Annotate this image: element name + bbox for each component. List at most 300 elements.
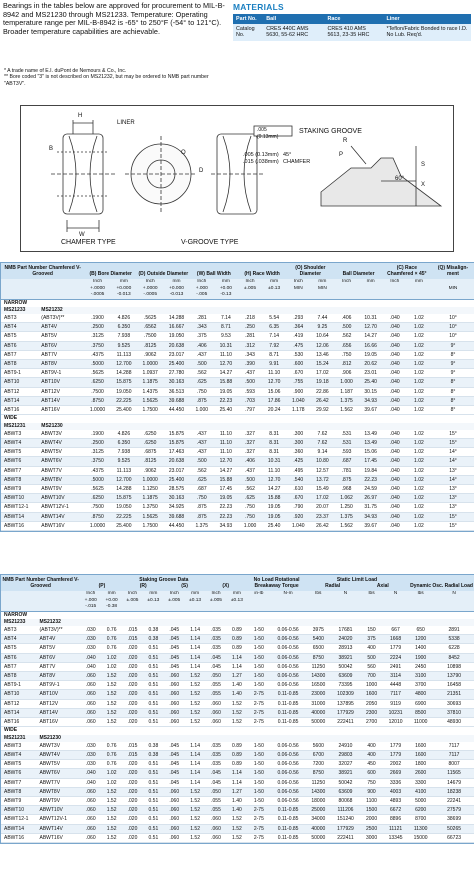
value-cell: .425 bbox=[286, 457, 310, 466]
header-misalignment: (Q) Misalign- ment bbox=[431, 263, 474, 279]
value-cell: .437 bbox=[238, 466, 262, 475]
value-cell: 15.88 bbox=[262, 494, 286, 503]
value-cell: 48930 bbox=[433, 718, 474, 727]
value-cell: .035 bbox=[206, 626, 227, 635]
materials-table bbox=[233, 14, 471, 41]
unit-cell: Inch bbox=[238, 279, 262, 286]
value-cell: .040 bbox=[383, 503, 407, 512]
value-cell: .875 bbox=[190, 503, 214, 512]
value-cell: 15.49 bbox=[310, 484, 334, 493]
value-cell: 23.37 bbox=[310, 512, 334, 521]
value-cell: 0.51 bbox=[143, 778, 164, 787]
value-cell: 30693 bbox=[433, 699, 474, 708]
value-cell: 1.40 bbox=[226, 796, 247, 805]
unit-cell: ±0.13 bbox=[226, 598, 247, 605]
value-cell: 5400 bbox=[306, 635, 331, 644]
value-cell: 2-75 bbox=[247, 806, 270, 815]
value-cell: 14300 bbox=[306, 787, 331, 796]
value-cell: 0.51 bbox=[143, 833, 164, 842]
value-cell: 26.97 bbox=[359, 494, 383, 503]
value-cell: 0.51 bbox=[143, 653, 164, 662]
chamfered-part-cell: ABT7 bbox=[1, 662, 36, 671]
value-cell: 18000 bbox=[306, 796, 331, 805]
value-cell: .5625 bbox=[84, 484, 110, 493]
value-cell: 23.017 bbox=[163, 466, 189, 475]
ms-chamfered: MS21231 bbox=[1, 423, 38, 430]
value-cell: .040 bbox=[383, 430, 407, 439]
value-cell: 1.52 bbox=[101, 833, 122, 842]
value-cell: 10° bbox=[431, 314, 474, 323]
value-cell: 1.52 bbox=[185, 690, 206, 699]
value-cell: 4800 bbox=[408, 690, 433, 699]
chamfer-word-label: CHAMFER bbox=[283, 159, 311, 165]
value-cell: 1.02 bbox=[407, 430, 431, 439]
deg45-label: 45° bbox=[283, 152, 292, 158]
value-cell: 0.51 bbox=[143, 787, 164, 796]
value-cell: 2224 bbox=[383, 653, 408, 662]
value-cell: 25000 bbox=[306, 806, 331, 815]
value-cell: 0.51 bbox=[143, 718, 164, 727]
unit-cell bbox=[360, 604, 383, 611]
header-r: (R) bbox=[139, 583, 147, 589]
value-cell: 29803 bbox=[331, 750, 360, 759]
value-cell: .035 bbox=[206, 742, 227, 751]
ms-vgrooved: MS21232 bbox=[38, 307, 474, 314]
value-cell: 1.52 bbox=[101, 815, 122, 824]
value-cell: .495 bbox=[286, 466, 310, 475]
unit-cell: in-lb bbox=[247, 591, 270, 598]
value-cell: 0.51 bbox=[143, 824, 164, 833]
value-cell: 1.4375 bbox=[137, 387, 163, 396]
unit-cell: +.0000 bbox=[84, 286, 110, 293]
footnote-teflon: * A trade name of E.I. duPont de Nemours & Co., Inc. bbox=[4, 68, 127, 74]
value-cell: .687 bbox=[190, 484, 214, 493]
value-cell: 0.51 bbox=[143, 708, 164, 717]
value-cell: 8.31 bbox=[262, 448, 286, 457]
value-cell: .060 bbox=[164, 718, 185, 727]
value-cell: 22.23 bbox=[214, 512, 238, 521]
value-cell: 6200 bbox=[408, 806, 433, 815]
value-cell: 17.02 bbox=[310, 494, 334, 503]
vgrooved-part-cell: ABT12V bbox=[36, 699, 80, 708]
ms-chamfered: MS21231 bbox=[1, 735, 36, 742]
value-cell: 19.050 bbox=[111, 503, 137, 512]
value-cell: 7.92 bbox=[262, 341, 286, 350]
value-cell: 400 bbox=[360, 742, 383, 751]
narrow-ms-row bbox=[1, 619, 474, 626]
chamfered-part-cell: ABWT6 bbox=[1, 457, 38, 466]
unit-cell: N bbox=[433, 591, 474, 598]
value-cell: 8° bbox=[431, 396, 474, 405]
value-cell: 1.040 bbox=[286, 396, 310, 405]
table-row bbox=[1, 350, 474, 359]
value-cell: 17.45 bbox=[359, 457, 383, 466]
value-cell: .790 bbox=[286, 503, 310, 512]
value-cell: 15.875 bbox=[163, 430, 189, 439]
value-cell: .040 bbox=[383, 448, 407, 457]
value-cell: 12.70 bbox=[262, 378, 286, 387]
value-cell: .020 bbox=[122, 699, 143, 708]
value-cell: 25.400 bbox=[163, 360, 189, 369]
value-cell: 7.14 bbox=[262, 332, 286, 341]
chamfered-part-cell: ABWT16 bbox=[1, 521, 38, 530]
value-cell: 1.52 bbox=[185, 787, 206, 796]
value-cell: 102309 bbox=[331, 690, 360, 699]
table-row bbox=[1, 699, 474, 708]
chamfered-part-cell: ABT4 bbox=[1, 323, 38, 332]
vgrooved-part-cell: ABT12V bbox=[38, 387, 84, 396]
value-cell: .562 bbox=[334, 332, 358, 341]
value-cell: 0.89 bbox=[226, 742, 247, 751]
chamfered-part-cell: ABT3 bbox=[1, 314, 38, 323]
unit-cell: mm bbox=[163, 279, 189, 286]
value-cell: 7200 bbox=[306, 760, 331, 769]
value-cell: 12.700 bbox=[111, 360, 137, 369]
value-cell: 20.638 bbox=[163, 341, 189, 350]
value-cell: .797 bbox=[238, 406, 262, 415]
table-row bbox=[1, 438, 474, 447]
unit-cell: MIN bbox=[286, 286, 310, 293]
value-cell: 27.780 bbox=[163, 369, 189, 378]
chamfered-part-cell: ABT6 bbox=[1, 653, 36, 662]
value-cell: .020 bbox=[122, 806, 143, 815]
value-cell: 40000 bbox=[306, 708, 331, 717]
value-cell: .060 bbox=[206, 708, 227, 717]
value-cell: 11.10 bbox=[262, 369, 286, 378]
value-cell: 0.06-0.56 bbox=[270, 653, 305, 662]
chamfered-part-cell: ABT5 bbox=[1, 644, 36, 653]
value-cell: 8.31 bbox=[262, 430, 286, 439]
value-cell: 0.51 bbox=[143, 796, 164, 805]
vgrooved-part-cell: ABWT5V bbox=[38, 448, 84, 457]
unit-cell bbox=[383, 292, 407, 299]
unit-cell: -.015 bbox=[80, 604, 101, 611]
unit-lead-cell bbox=[1, 604, 80, 611]
value-cell: .875 bbox=[190, 512, 214, 521]
value-cell: 2500 bbox=[360, 824, 383, 833]
unit-cell: +.0000 bbox=[137, 286, 163, 293]
value-cell: 1.52 bbox=[101, 708, 122, 717]
value-cell: 1600 bbox=[408, 742, 433, 751]
materials-race: CRES 410 AMS 5613, 23-35 HRC bbox=[324, 24, 383, 40]
section-wide: WIDE bbox=[1, 727, 474, 735]
value-cell: 10.31 bbox=[359, 314, 383, 323]
value-cell: 1779 bbox=[383, 742, 408, 751]
value-cell: 11565 bbox=[433, 769, 474, 778]
value-cell: 3300 bbox=[408, 778, 433, 787]
value-cell: 6500 bbox=[306, 644, 331, 653]
table-row bbox=[1, 503, 474, 512]
unit-cell bbox=[206, 604, 227, 611]
value-cell: 8° bbox=[431, 406, 474, 415]
unit-cell bbox=[334, 292, 358, 299]
table-row bbox=[1, 824, 474, 833]
chamfered-part-cell: ABWT10 bbox=[1, 494, 38, 503]
value-cell: .968 bbox=[334, 484, 358, 493]
value-cell: .7500 bbox=[84, 503, 110, 512]
value-cell: 13.72 bbox=[310, 475, 334, 484]
value-cell: 34.925 bbox=[163, 503, 189, 512]
materials-header-liner: Liner bbox=[383, 14, 471, 24]
value-cell: .040 bbox=[383, 457, 407, 466]
value-cell: 0.06-0.56 bbox=[270, 787, 305, 796]
header-race-chamfer: (C) Race Chamfered × 45° bbox=[383, 263, 431, 279]
chamfered-part-cell: ABWT9 bbox=[1, 484, 38, 493]
header-dynamic: Dynamic Osc. Radial Load bbox=[408, 575, 474, 591]
value-cell: .045 bbox=[206, 662, 227, 671]
unit-row bbox=[1, 292, 474, 299]
value-cell: 1.02 bbox=[101, 778, 122, 787]
chamfered-part-cell: ABWT4 bbox=[1, 438, 38, 447]
unit-cell: +.000 bbox=[80, 598, 101, 605]
chamfered-part-cell: ABWT7 bbox=[1, 778, 36, 787]
value-cell: 3114 bbox=[383, 672, 408, 681]
value-cell: 0.06-0.56 bbox=[270, 635, 305, 644]
value-cell: 1-50 bbox=[247, 769, 270, 778]
value-cell: 0.51 bbox=[143, 681, 164, 690]
unit-cell: +.000 bbox=[190, 286, 214, 293]
value-cell: 1.5625 bbox=[137, 396, 163, 405]
value-cell: 13345 bbox=[383, 833, 408, 842]
vgrooved-part-cell: ABT10V bbox=[38, 378, 84, 387]
unit-cell: mm bbox=[101, 591, 122, 598]
value-cell: 1.52 bbox=[101, 806, 122, 815]
vgrooved-part-cell: ABT6V bbox=[38, 341, 84, 350]
value-cell: 1200 bbox=[408, 635, 433, 644]
value-cell: 12.06 bbox=[310, 341, 334, 350]
unit-cell: ±.005 bbox=[238, 286, 262, 293]
materials-title: MATERIALS bbox=[233, 2, 284, 12]
unit-row bbox=[1, 604, 474, 611]
value-cell: 1.02 bbox=[407, 466, 431, 475]
value-cell: .015 bbox=[122, 750, 143, 759]
value-cell: .703 bbox=[238, 396, 262, 405]
value-cell: .781 bbox=[334, 466, 358, 475]
dim-o-label: O bbox=[181, 150, 186, 156]
value-cell: 2-75 bbox=[247, 718, 270, 727]
value-cell: .040 bbox=[383, 341, 407, 350]
value-cell: 1.52 bbox=[226, 708, 247, 717]
value-cell: .040 bbox=[383, 521, 407, 530]
header-axial: Axial bbox=[376, 583, 389, 589]
value-cell: 1.000 bbox=[190, 406, 214, 415]
value-cell: 222411 bbox=[331, 718, 360, 727]
value-cell: 19.84 bbox=[359, 466, 383, 475]
value-cell: 1.178 bbox=[286, 406, 310, 415]
value-cell: 1.14 bbox=[185, 635, 206, 644]
value-cell: .250 bbox=[238, 323, 262, 332]
loads-table-block bbox=[0, 574, 474, 844]
value-cell: 17.02 bbox=[310, 369, 334, 378]
value-cell: .045 bbox=[164, 769, 185, 778]
unit-cell: Inch bbox=[383, 279, 407, 286]
value-cell: .020 bbox=[122, 787, 143, 796]
vgrooved-part-cell: ABWT16V bbox=[36, 833, 80, 842]
value-cell: 0.06-0.56 bbox=[270, 796, 305, 805]
value-cell: .060 bbox=[164, 699, 185, 708]
value-cell: .040 bbox=[383, 406, 407, 415]
value-cell: .040 bbox=[383, 494, 407, 503]
value-cell: .5625 bbox=[84, 369, 110, 378]
table-row bbox=[1, 314, 474, 323]
tolerance-mm-label: (0.13mm) bbox=[257, 134, 279, 140]
vgrooved-part-cell: ABT9V-1 bbox=[38, 369, 84, 378]
value-cell: 19.050 bbox=[111, 387, 137, 396]
chamfered-part-cell: ABWT12-1 bbox=[1, 815, 36, 824]
value-cell: 14.27 bbox=[262, 484, 286, 493]
value-cell: 39.67 bbox=[359, 521, 383, 530]
table-row bbox=[1, 626, 474, 635]
value-cell: 10.64 bbox=[310, 332, 334, 341]
value-cell: 1.52 bbox=[101, 699, 122, 708]
chamfered-part-cell: ABWT9 bbox=[1, 796, 36, 805]
value-cell: 8.31 bbox=[262, 438, 286, 447]
value-cell: .035 bbox=[206, 750, 227, 759]
value-cell: .030 bbox=[80, 644, 101, 653]
value-cell: .5000 bbox=[84, 475, 110, 484]
value-cell: 12.70 bbox=[262, 475, 286, 484]
value-cell: .060 bbox=[206, 824, 227, 833]
value-cell: 9.14 bbox=[310, 448, 334, 457]
value-cell: .437 bbox=[190, 350, 214, 359]
unit-cell: -0.013 bbox=[111, 292, 137, 299]
table-row bbox=[1, 644, 474, 653]
unit-cell: mm bbox=[407, 279, 431, 286]
value-cell: 7.14 bbox=[214, 314, 238, 323]
value-cell: 1600 bbox=[360, 690, 383, 699]
value-cell: 8.71 bbox=[214, 323, 238, 332]
value-cell: .020 bbox=[122, 824, 143, 833]
unit-cell: ±0.13 bbox=[185, 598, 206, 605]
value-cell: 20.638 bbox=[163, 457, 189, 466]
value-cell: 9.525 bbox=[111, 457, 137, 466]
unit-cell: lbs bbox=[408, 591, 433, 598]
value-cell: 12.700 bbox=[111, 475, 137, 484]
value-cell: 14300 bbox=[306, 672, 331, 681]
value-cell: .1900 bbox=[84, 314, 110, 323]
table-row bbox=[1, 430, 474, 439]
value-cell: .375 bbox=[190, 332, 214, 341]
value-cell: 1-50 bbox=[247, 672, 270, 681]
value-cell: 1.52 bbox=[101, 824, 122, 833]
unit-cell bbox=[247, 604, 270, 611]
unit-cell: +0.000 bbox=[163, 286, 189, 293]
value-cell: 1.375 bbox=[334, 512, 358, 521]
value-cell: 1400 bbox=[408, 644, 433, 653]
value-cell: 6228 bbox=[433, 644, 474, 653]
value-cell: 17.86 bbox=[262, 396, 286, 405]
value-cell: 1.562 bbox=[334, 406, 358, 415]
value-cell: 15.875 bbox=[163, 438, 189, 447]
value-cell: .750 bbox=[334, 350, 358, 359]
value-cell: 13° bbox=[431, 503, 474, 512]
value-cell: .055 bbox=[206, 690, 227, 699]
value-cell: 0.51 bbox=[143, 815, 164, 824]
chamfered-part-cell: ABT9-1 bbox=[1, 681, 36, 690]
value-cell: .6562 bbox=[137, 323, 163, 332]
value-cell: 25.400 bbox=[111, 406, 137, 415]
value-cell: 4100 bbox=[408, 787, 433, 796]
value-cell: 8007 bbox=[433, 760, 474, 769]
value-cell: 10° bbox=[431, 332, 474, 341]
liner-label: LINER bbox=[117, 120, 135, 126]
unit-cell: +0.000 bbox=[111, 286, 137, 293]
vgrooved-part-cell: ABWT9V bbox=[36, 796, 80, 805]
value-cell: .625 bbox=[238, 494, 262, 503]
header-staking bbox=[80, 575, 247, 591]
value-cell: .040 bbox=[383, 332, 407, 341]
value-cell: 900 bbox=[360, 787, 383, 796]
value-cell: 1.14 bbox=[185, 760, 206, 769]
value-cell: 10° bbox=[431, 323, 474, 332]
value-cell: .593 bbox=[238, 387, 262, 396]
value-cell: .5000 bbox=[84, 360, 110, 369]
header-static-limit bbox=[306, 575, 408, 591]
value-cell: 0.51 bbox=[143, 690, 164, 699]
value-cell: .562 bbox=[190, 466, 214, 475]
table-row bbox=[1, 369, 474, 378]
value-cell: 3700 bbox=[408, 681, 433, 690]
value-cell: 1.27 bbox=[226, 672, 247, 681]
value-cell: 1-50 bbox=[247, 635, 270, 644]
value-cell: 7.62 bbox=[310, 438, 334, 447]
value-cell: .327 bbox=[238, 448, 262, 457]
value-cell: 11.10 bbox=[214, 438, 238, 447]
value-cell: 0.38 bbox=[143, 635, 164, 644]
value-cell: .020 bbox=[122, 681, 143, 690]
unit-cell: -0.13 bbox=[214, 292, 238, 299]
chamfered-part-cell: ABT10 bbox=[1, 378, 38, 387]
value-cell: .8125 bbox=[137, 457, 163, 466]
value-cell: 1.02 bbox=[407, 438, 431, 447]
table-row bbox=[1, 718, 474, 727]
value-cell: 1.02 bbox=[407, 323, 431, 332]
unit-cell bbox=[407, 292, 431, 299]
value-cell: 1.02 bbox=[407, 494, 431, 503]
value-cell: 1.52 bbox=[226, 718, 247, 727]
value-cell: .035 bbox=[206, 635, 227, 644]
value-cell: 0.51 bbox=[143, 760, 164, 769]
value-cell: 25.40 bbox=[359, 378, 383, 387]
value-cell: 1.14 bbox=[185, 653, 206, 662]
value-cell: 8500 bbox=[408, 708, 433, 717]
value-cell: 30.163 bbox=[163, 494, 189, 503]
value-cell: .045 bbox=[164, 644, 185, 653]
value-cell: .755 bbox=[286, 378, 310, 387]
chamfered-part-cell: ABWT14 bbox=[1, 512, 38, 521]
value-cell: .750 bbox=[238, 503, 262, 512]
value-cell: 1-50 bbox=[247, 778, 270, 787]
unit-cell: Inch bbox=[122, 591, 143, 598]
value-cell: 9.91 bbox=[262, 360, 286, 369]
value-cell: .040 bbox=[383, 484, 407, 493]
value-cell: .3125 bbox=[84, 448, 110, 457]
value-cell: 1-50 bbox=[247, 760, 270, 769]
table-row bbox=[1, 672, 474, 681]
vgrooved-part-cell: ABWT5V bbox=[36, 760, 80, 769]
chamfered-part-cell: ABT16 bbox=[1, 406, 38, 415]
unit-cell: mm bbox=[143, 591, 164, 598]
value-cell: 31000 bbox=[306, 699, 331, 708]
value-cell: .670 bbox=[286, 494, 310, 503]
value-cell: 3100 bbox=[408, 672, 433, 681]
value-cell: 2669 bbox=[383, 769, 408, 778]
value-cell: 1.1250 bbox=[137, 484, 163, 493]
value-cell: .020 bbox=[122, 769, 143, 778]
value-cell: 1.02 bbox=[407, 475, 431, 484]
value-cell: 1.02 bbox=[407, 378, 431, 387]
value-cell: 2-75 bbox=[247, 708, 270, 717]
